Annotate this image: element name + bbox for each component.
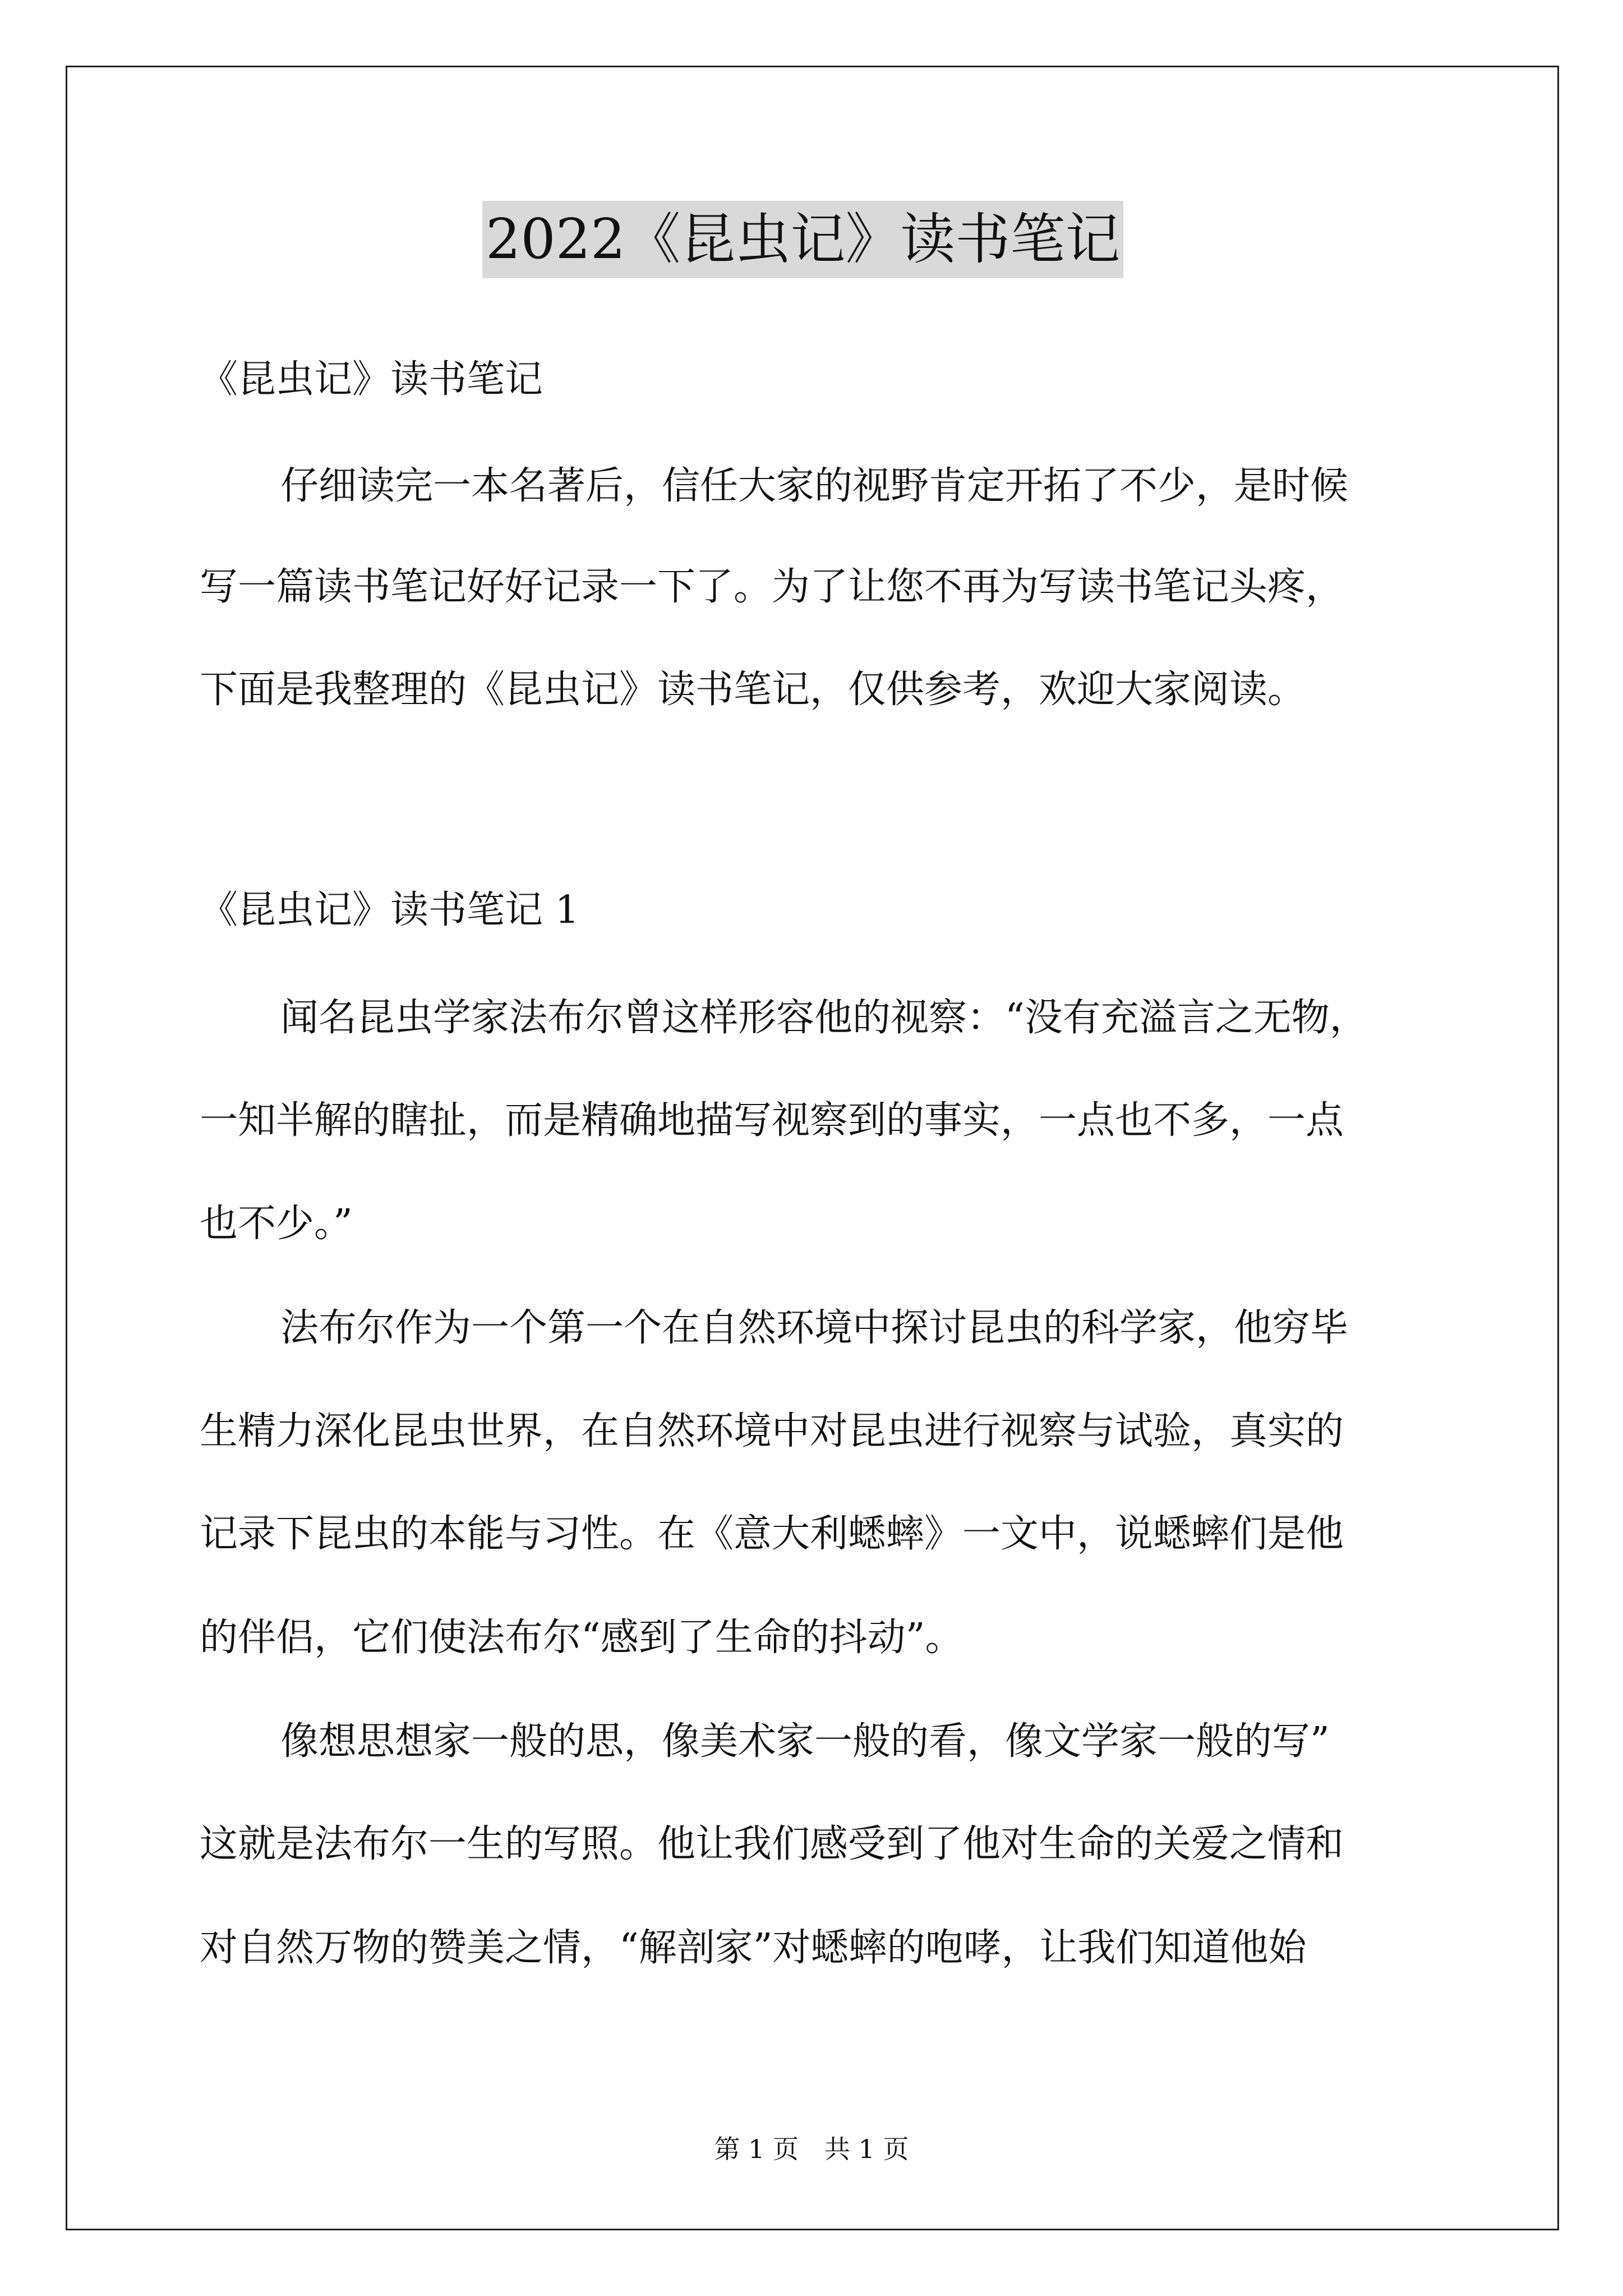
body-line: 记录下昆虫的本能与习性。在《意大利蟋蟀》一文中，说蟋蟀们是他 — [200, 1512, 1344, 1556]
body-line: 也不少。” — [200, 1202, 353, 1246]
document-subtitle: 《昆虫记》读书笔记 — [200, 357, 543, 402]
page-footer: 第 1 页 共 1 页 — [714, 2134, 909, 2164]
intro-line: 下面是我整理的《昆虫记》读书笔记，仅供参考，欢迎大家阅读。 — [200, 668, 1306, 712]
body-line: 生精力深化昆虫世界，在自然环境中对昆虫进行视察与试验，真实的 — [200, 1409, 1344, 1453]
body-line: 的伴侣，它们使法布尔“感到了生命的抖动”。 — [200, 1616, 963, 1660]
intro-line: 写一篇读书笔记好好记录一下了。为了让您不再为写读书笔记头疼， — [200, 565, 1344, 609]
body-line: 这就是法布尔一生的写照。他让我们感受到了他对生命的关爱之情和 — [200, 1822, 1344, 1866]
body-line: 闻名昆虫学家法布尔曾这样形容他的视察：“没有充溢言之无物， — [280, 996, 1368, 1040]
section-heading: 《昆虫记》读书笔记 1 — [200, 888, 579, 932]
body-line: 法布尔作为一个第一个在自然环境中探讨昆虫的科学家，他穷毕 — [280, 1306, 1349, 1350]
body-line: 对自然万物的赞美之情，“解剖家”对蟋蟀的咆哮，让我们知道他始 — [200, 1926, 1307, 1970]
body-line: 一知半解的瞎扯，而是精确地描写视察到的事实，一点也不多，一点 — [200, 1098, 1344, 1143]
body-line: 像想思想家一般的思，像美术家一般的看，像文学家一般的写” — [280, 1719, 1330, 1764]
document-title: 2022《昆虫记》读书笔记 — [482, 201, 1123, 278]
intro-line: 仔细读完一本名著后，信任大家的视野肯定开拓了不少，是时候 — [280, 464, 1349, 508]
